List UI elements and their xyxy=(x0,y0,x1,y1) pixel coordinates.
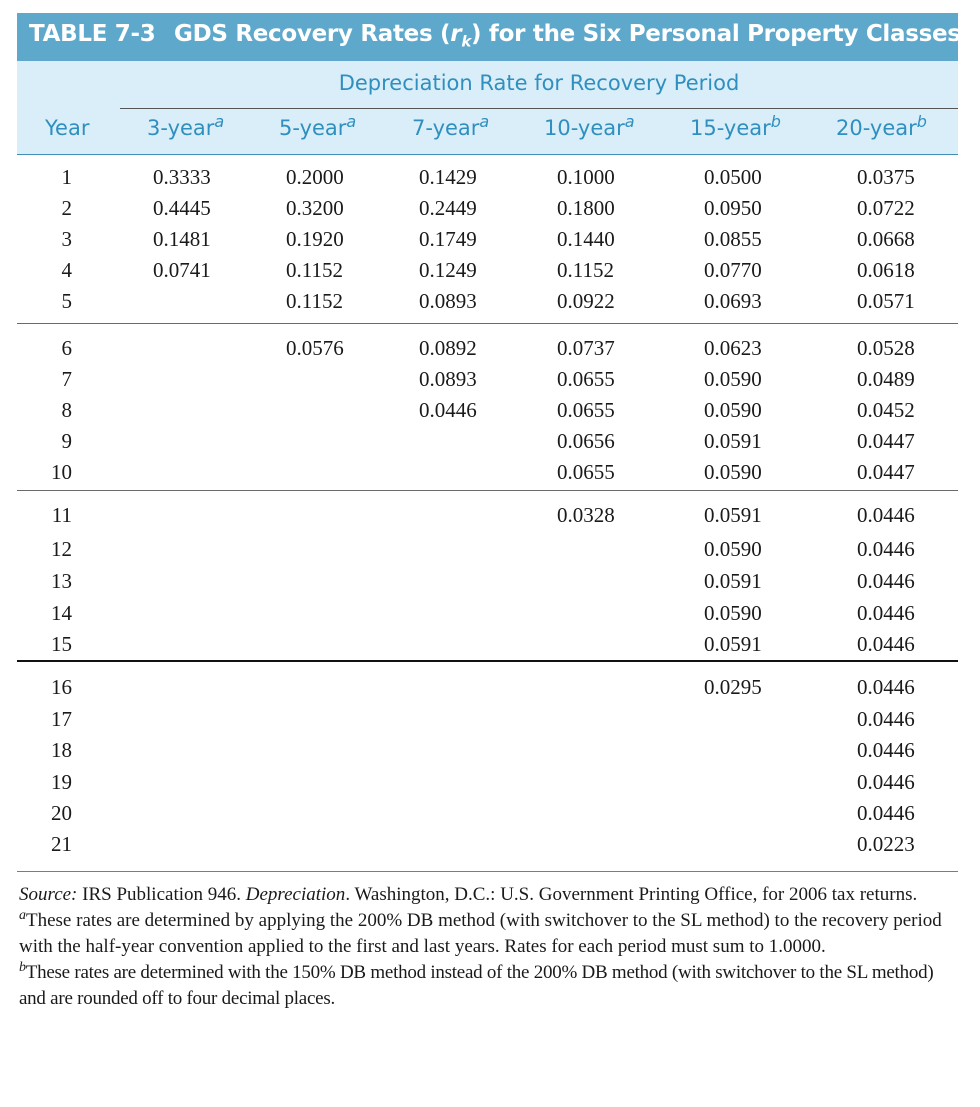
rate-cell: 0.3333 xyxy=(153,165,211,189)
header-rule xyxy=(17,154,958,155)
rate-cell: 0.0446 xyxy=(857,675,915,699)
table-title-bar xyxy=(17,13,961,61)
rate-cell: 0.1800 xyxy=(557,196,615,220)
year-cell: 14 xyxy=(51,601,72,625)
year-cell: 3 xyxy=(61,227,72,251)
table-label: TABLE 7-3 xyxy=(29,21,156,47)
year-cell: 10 xyxy=(51,460,72,484)
rate-cell: 0.1429 xyxy=(419,165,477,189)
rate-cell: 0.0591 xyxy=(704,429,762,453)
row-group-divider xyxy=(17,323,958,324)
rate-cell: 0.0446 xyxy=(857,601,915,625)
rate-cell: 0.0500 xyxy=(704,165,762,189)
rate-cell: 0.0770 xyxy=(704,258,762,282)
rate-cell: 0.0655 xyxy=(557,367,615,391)
column-header-15-year: 15-year$^b$ xyxy=(690,112,781,140)
rate-cell: 0.0737 xyxy=(557,336,615,360)
rate-cell: 0.1152 xyxy=(557,258,614,282)
rate-cell: 0.0446 xyxy=(857,503,915,527)
column-header-10-year: 10-year$^a$ xyxy=(544,112,635,140)
rate-cell: 0.0528 xyxy=(857,336,915,360)
rate-cell: 0.0590 xyxy=(704,367,762,391)
footnote-a: $^a$These rates are determined by applying the 200% DB method (with switchover to the SL method) to the recovery period with the half-year convention applied to the first and last years. Rates for each period must sum to 1.0000. xyxy=(19,908,942,957)
rate-cell: 0.0950 xyxy=(704,196,762,220)
column-header-20-year: 20-year$^b$ xyxy=(836,112,927,140)
rate-cell: 0.1152 xyxy=(286,289,343,313)
rate-cell: 0.0489 xyxy=(857,367,915,391)
column-header-5-year: 5-year$^a$ xyxy=(279,112,357,140)
year-cell: 1 xyxy=(61,165,72,189)
rate-cell: 0.0922 xyxy=(557,289,615,313)
year-cell: 20 xyxy=(51,801,72,825)
rate-cell: 0.0591 xyxy=(704,503,762,527)
year-cell: 4 xyxy=(61,258,72,282)
column-group-rule xyxy=(120,108,958,109)
rate-cell: 0.0576 xyxy=(286,336,344,360)
rate-cell: 0.0446 xyxy=(857,801,915,825)
rate-cell: 0.0656 xyxy=(557,429,615,453)
rate-cell: 0.0591 xyxy=(704,569,762,593)
rate-cell: 0.0741 xyxy=(153,258,211,282)
rate-cell: 0.2000 xyxy=(286,165,344,189)
rate-cell: 0.0452 xyxy=(857,398,915,422)
rate-cell: 0.0618 xyxy=(857,258,915,282)
rate-cell: 0.0855 xyxy=(704,227,762,251)
rate-cell: 0.0295 xyxy=(704,675,762,699)
rate-cell: 0.1481 xyxy=(153,227,211,251)
rate-cell: 0.0446 xyxy=(857,770,915,794)
rate-cell: 0.0893 xyxy=(419,289,477,313)
rate-cell: 0.0722 xyxy=(857,196,915,220)
rate-cell: 0.1000 xyxy=(557,165,615,189)
footnote-b: $^b$These rates are determined with the 150% DB method instead of the 200% DB method (with switchover to the SL method) and are rounded off to four decimal places. xyxy=(19,960,934,1009)
rate-cell: 0.0446 xyxy=(419,398,477,422)
rate-cell: 0.3200 xyxy=(286,196,344,220)
rate-cell: 0.0590 xyxy=(704,601,762,625)
year-cell: 2 xyxy=(61,196,72,220)
source-note: Source: IRS Publication 946. Depreciation. Washington, D.C.: U.S. Government Printing Office, for 2006 tax returns. xyxy=(19,884,918,905)
year-cell: 13 xyxy=(51,569,72,593)
footnotes xyxy=(19,882,964,1012)
rate-cell: 0.0446 xyxy=(857,569,915,593)
column-header-7-year: 7-year$^a$ xyxy=(412,112,490,140)
year-column-header: Year xyxy=(45,116,90,140)
column-header-3-year: 3-year$^a$ xyxy=(147,112,225,140)
rate-cell: 0.1920 xyxy=(286,227,344,251)
rate-cell: 0.0375 xyxy=(857,165,915,189)
rate-cell: 0.1249 xyxy=(419,258,477,282)
rate-cell: 0.1440 xyxy=(557,227,615,251)
rate-cell: 0.0590 xyxy=(704,537,762,561)
rate-cell: 0.0590 xyxy=(704,460,762,484)
year-cell: 18 xyxy=(51,738,72,762)
rate-cell: 0.0571 xyxy=(857,289,915,313)
rate-cell: 0.0668 xyxy=(857,227,915,251)
rate-cell: 0.0446 xyxy=(857,632,915,656)
rate-cell: 0.0623 xyxy=(704,336,762,360)
year-cell: 11 xyxy=(51,503,72,527)
rate-cell: 0.0446 xyxy=(857,738,915,762)
rate-cell: 0.0693 xyxy=(704,289,762,313)
rate-cell: 0.0446 xyxy=(857,537,915,561)
rate-cell: 0.0655 xyxy=(557,398,615,422)
rate-cell: 0.2449 xyxy=(419,196,477,220)
column-group-title: Depreciation Rate for Recovery Period xyxy=(338,71,740,95)
rate-cell: 0.4445 xyxy=(153,196,211,220)
rate-cell: 0.0655 xyxy=(557,460,615,484)
rate-cell: 0.0893 xyxy=(419,367,477,391)
rate-cell: 0.0446 xyxy=(857,707,915,731)
row-group-divider xyxy=(17,660,958,662)
year-cell: 7 xyxy=(61,367,72,391)
table-title: GDS Recovery Rates $(r_k)$ for the Six Personal Property Classes xyxy=(174,21,961,51)
rate-cell: 0.0892 xyxy=(419,336,477,360)
year-cell: 16 xyxy=(51,675,72,699)
year-cell: 6 xyxy=(61,336,72,360)
rate-cell: 0.0328 xyxy=(557,503,615,527)
row-group-divider xyxy=(17,490,958,491)
rate-cell: 0.0223 xyxy=(857,832,915,856)
year-cell: 15 xyxy=(51,632,72,656)
rate-cell: 0.0590 xyxy=(704,398,762,422)
rate-cell: 0.0447 xyxy=(857,429,915,453)
rate-cell: 0.1749 xyxy=(419,227,477,251)
year-cell: 19 xyxy=(51,770,72,794)
table-bottom-rule xyxy=(17,871,958,872)
year-cell: 5 xyxy=(61,289,72,313)
year-cell: 9 xyxy=(61,429,72,453)
rate-cell: 0.0447 xyxy=(857,460,915,484)
year-cell: 12 xyxy=(51,537,72,561)
rate-cell: 0.0591 xyxy=(704,632,762,656)
year-cell: 8 xyxy=(61,398,72,422)
year-cell: 21 xyxy=(51,832,72,856)
rate-cell: 0.1152 xyxy=(286,258,343,282)
year-cell: 17 xyxy=(51,707,72,731)
